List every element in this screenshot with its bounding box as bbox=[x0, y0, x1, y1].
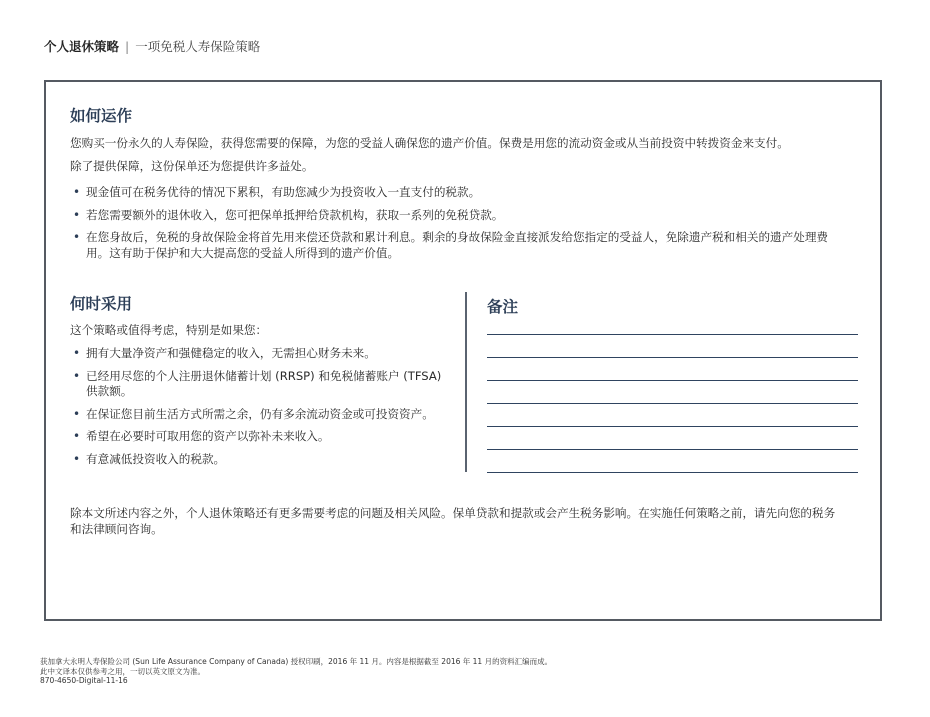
list-item: • 希望在必要时可取用您的资产以弥补未来收入。 bbox=[70, 429, 455, 445]
list-item: • 在您身故后，免税的身故保险金将首先用来偿还贷款和累计利息。剩余的身故保险金直接派发给您指定的受益人，免除遗产税和相关的遗产处理费用。这有助于保护和大大提高您的受益人所得到的遗产价值。 bbox=[70, 230, 850, 261]
note-line bbox=[487, 380, 858, 381]
list-item: • 现金值可在税务优待的情况下累积，有助您减少为投资收入一直支付的税款。 bbox=[70, 185, 850, 201]
page-footer bbox=[40, 657, 552, 686]
content-frame bbox=[44, 80, 882, 621]
footer-line-2: 此中文译本仅供参考之用，一切以英文原文为准。 bbox=[40, 666, 205, 676]
header-subtitle: 一项免税人寿保险策略 bbox=[135, 39, 261, 54]
footer-line-3: 870-4650-Digital-11-16 bbox=[40, 676, 128, 685]
when-to-use-list bbox=[70, 346, 455, 474]
notes-heading: 备注 bbox=[487, 298, 519, 316]
list-item: • 已经用尽您的个人注册退休储蓄计划 (RRSP) 和免税储蓄账户 (TFSA) 供款额。 bbox=[70, 369, 455, 400]
note-line bbox=[487, 357, 858, 358]
note-line bbox=[487, 334, 858, 335]
note-line bbox=[487, 449, 858, 450]
list-item: • 在保证您目前生活方式所需之余，仍有多余流动资金或可投资资产。 bbox=[70, 407, 455, 423]
how-it-works-para-1: 您购买一份永久的人寿保险，获得您需要的保障，为您的受益人确保您的遗产价值。保费是用您的流动资金或从当前投资中转拨资金来支付。 bbox=[70, 136, 789, 150]
column-divider bbox=[465, 292, 467, 472]
note-line bbox=[487, 426, 858, 427]
footer-line-1: 获加拿大永明人寿保险公司 (Sun Life Assurance Company of Canada) 授权印刷，2016 年 11 月。内容是根据截至 2016 年 11 月的资料汇编而成。 bbox=[40, 657, 553, 666]
header-separator: | bbox=[125, 38, 130, 54]
note-line bbox=[487, 472, 858, 473]
when-to-use-intro: 这个策略或值得考虑，特别是如果您： bbox=[70, 323, 268, 337]
disclaimer-text: 除本文所述内容之外，个人退休策略还有更多需要考虑的问题及相关风险。保单贷款和提款或会产生税务影响。在实施任何策略之前，请先向您的税务和法律顾问咨询。 bbox=[70, 506, 836, 536]
when-to-use-heading: 何时采用 bbox=[70, 295, 133, 313]
how-it-works-list bbox=[70, 185, 850, 268]
how-it-works-para-2: 除了提供保障，这份保单还为您提供许多益处。 bbox=[70, 159, 314, 173]
note-line bbox=[487, 403, 858, 404]
page-header bbox=[44, 37, 260, 55]
header-title: 个人退休策略 bbox=[44, 39, 120, 54]
how-it-works-heading: 如何运作 bbox=[70, 107, 133, 125]
list-item: • 拥有大量净资产和强健稳定的收入，无需担心财务未来。 bbox=[70, 346, 455, 362]
list-item: • 有意减低投资收入的税款。 bbox=[70, 452, 455, 468]
list-item: • 若您需要额外的退休收入，您可把保单抵押给贷款机构，获取一系列的免税贷款。 bbox=[70, 208, 850, 224]
